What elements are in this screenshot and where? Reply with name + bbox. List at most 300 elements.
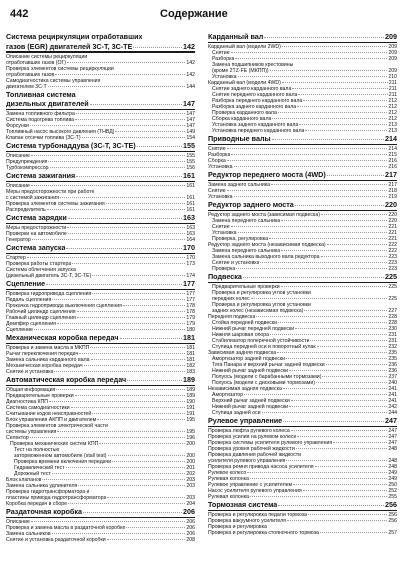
toc-entry-page: 155 (186, 153, 195, 159)
toc-leader-dots (326, 364, 388, 365)
toc-entry-page: 249 (388, 470, 397, 476)
toc-entry-page: 196 (186, 435, 195, 441)
toc-leader-dots (92, 293, 185, 294)
toc-entry-page: 248 (388, 464, 397, 470)
toc-leader-dots (47, 209, 186, 210)
toc-entry-title: Редуктор переднего моста (4WD) (208, 171, 326, 179)
toc-leader-dots (50, 167, 186, 168)
toc-entry-page: 247 (388, 440, 397, 446)
toc-leader-dots (333, 442, 387, 443)
toc-leader-dots (277, 352, 387, 353)
toc-leader-dots (30, 125, 185, 126)
toc-leader-dots (99, 443, 185, 444)
toc-entry-title: Прокачка гидропривода выключения сцепления (6, 303, 122, 309)
toc-entry-title: Диагностика КПП (6, 399, 48, 405)
toc-entry-title: Установка заднего карданного вала (212, 122, 299, 128)
toc-entry-title: Насос усилителя рулевого управления (208, 488, 302, 494)
toc-entry-page: 209 (388, 56, 397, 62)
toc-leader-dots (250, 496, 387, 497)
toc-entry (208, 410, 397, 416)
toc-entry-title: Проверка вакуумного усилителя (208, 518, 286, 524)
toc-leader-dots (52, 299, 185, 300)
toc-entry-page: 214 (388, 146, 397, 152)
toc-entry-title: Установка (212, 74, 237, 80)
toc-entry-page: 230 (388, 326, 397, 332)
toc-entry-title: Снятие (212, 50, 230, 56)
toc-leader-dots (236, 268, 387, 269)
toc-leader-dots (57, 323, 185, 324)
toc-leader-dots (281, 250, 387, 251)
toc-entry-title: Проверка ремня привода насоса усилителя (208, 464, 314, 470)
toc-entry-title: Описание (6, 153, 30, 159)
toc-entry-title: Нижний рычаг передней подвески (212, 326, 295, 332)
toc-section-heading (6, 508, 195, 517)
section-underline (6, 343, 195, 345)
toc-leader-dots (46, 284, 182, 285)
toc-entry-title: Проверка и регулировка углов установки (212, 290, 311, 296)
toc-entry-page: 241 (388, 386, 397, 392)
toc-leader-dots (227, 148, 388, 149)
toc-leader-dots (235, 58, 387, 59)
toc-entry-page: 241 (388, 398, 397, 404)
toc-entry-page: 244 (388, 410, 397, 416)
section-underline (6, 385, 195, 387)
toc-entry-page: 179 (186, 321, 195, 327)
toc-leader-dots (91, 359, 186, 360)
toc-entry-page: 214 (385, 134, 397, 143)
toc-entry-page: 236 (388, 362, 397, 368)
toc-entry-page: 212 (388, 116, 397, 122)
toc-entry-page: 147 (186, 117, 195, 123)
toc-entry-title: Нижняя шаровая опора (212, 332, 270, 338)
toc-leader-dots (297, 436, 387, 437)
toc-entry-title: Главный цилиндр сцепления (6, 315, 76, 321)
toc-entry-page: 206 (183, 507, 195, 516)
section-underline (208, 510, 397, 512)
toc-leader-dots (278, 322, 387, 323)
toc-entry-page: 142 (186, 59, 195, 66)
toc-leader-dots (295, 328, 387, 329)
toc-entry-title: задних колес (независимая подвеска) (212, 308, 304, 314)
toc-entry-title: Проверка времени включения передачи (14, 459, 112, 465)
toc-leader-dots (30, 437, 186, 438)
toc-entry-title: Сцепление (6, 280, 46, 288)
toc-entry-title: Проверка элементов системы рециркуляции (6, 65, 114, 72)
toc-entry-title: Система подогрева топлива (6, 117, 75, 123)
toc-entry-page: 142 (186, 71, 195, 78)
toc-entry-title: Снятие (208, 188, 226, 194)
toc-entry-title: системы управления (6, 429, 57, 435)
toc-entry-title: Рулевая колонка (208, 494, 249, 500)
toc-entry-title: Проверка давления рабочей жидкости (208, 452, 302, 458)
toc-entry-title: Снятие (212, 224, 230, 230)
toc-entry-page: 203 (186, 495, 195, 501)
section-underline (6, 289, 195, 291)
toc-entry (208, 266, 397, 272)
toc-entry-page: 161 (186, 183, 195, 189)
toc-entry-title: Рулевое управление (208, 417, 283, 425)
toc-entry-page: 223 (388, 260, 397, 266)
toc-leader-dots (270, 334, 387, 335)
toc-entry-title: Полуось (модели с барабанными тормозами) (212, 374, 322, 380)
toc-leader-dots (260, 262, 387, 263)
toc-entry-page: 144 (186, 83, 195, 90)
toc-entry-title: Зависимая задняя подвеска (208, 350, 277, 356)
toc-entry-page: 181 (186, 357, 195, 363)
toc-entry-page: 206 (186, 531, 195, 537)
toc-entry-page: 256 (388, 512, 397, 518)
toc-leader-dots (292, 88, 387, 89)
toc-entry-title: Система самодиагностики (6, 405, 70, 411)
toc-leader-dots (272, 139, 384, 140)
toc-leader-dots (316, 382, 387, 383)
toc-leader-dots (92, 275, 185, 276)
toc-entry-title: Рычаг переключения передач (6, 351, 79, 357)
toc-entry-title: Проверка системы усилителя рулевого управления (208, 440, 333, 446)
toc-entry-title: Ступица задней оси (212, 410, 261, 416)
toc-section-heading (6, 43, 195, 52)
toc-entry-title: Сцепление (6, 327, 33, 333)
toc-entry-title: Стабилизатор поперечной устойчивости (212, 338, 310, 344)
toc-entry-page: 212 (388, 110, 397, 116)
toc-leader-dots (271, 184, 387, 185)
toc-leader-dots (298, 94, 387, 95)
toc-leader-dots (322, 376, 387, 377)
toc-entry-page: 181 (183, 333, 195, 342)
toc-entry (6, 207, 195, 213)
toc-entry-title: Коробка передач в сборе (6, 501, 68, 507)
toc-leader-dots (52, 533, 186, 534)
toc-leader-dots (321, 214, 387, 215)
toc-leader-dots (238, 76, 388, 77)
toc-entry-page: 223 (388, 266, 397, 272)
toc-entry-title: Система запуска (6, 244, 66, 252)
toc-entry-page: 174 (186, 273, 195, 279)
toc-entry-page: 237 (388, 374, 397, 380)
toc-entry-page: 223 (388, 254, 397, 260)
toc-entry-page: 240 (388, 380, 397, 386)
toc-entry-title: Проверка и регулировка (208, 524, 267, 530)
toc-entry-title: Установка (208, 194, 233, 200)
toc-leader-dots (32, 239, 186, 240)
toc-entry-page: 231 (388, 338, 397, 344)
toc-leader-dots (315, 466, 388, 467)
toc-entry-page: 163 (183, 213, 195, 222)
toc-entry-title: Тяга Панара и верхний рычаг задней подвески (212, 362, 325, 368)
toc-entry-title: Амортизатор (212, 392, 244, 398)
toc-entry-title: Тест на полностью (14, 447, 60, 453)
toc-entry (208, 194, 397, 200)
toc-leader-dots (60, 197, 185, 198)
toc-entry-title: Турбокомпрессор (6, 165, 49, 171)
toc-leader-dots (137, 146, 182, 147)
toc-entry (208, 494, 397, 500)
toc-entry-page: 221 (388, 230, 397, 236)
toc-leader-dots (48, 161, 185, 162)
toc-leader-dots (304, 310, 387, 311)
toc-leader-dots (295, 205, 384, 206)
toc-entry-title: Педаль сцепления (6, 297, 52, 303)
toc-entry-title: Считывание кодов неисправностей (6, 411, 92, 417)
toc-section-heading (6, 244, 195, 253)
toc-leader-dots (31, 521, 185, 522)
toc-entry-page: 203 (186, 483, 195, 489)
section-underline (6, 517, 195, 519)
section-underline (6, 253, 195, 255)
toc-entry (6, 135, 195, 141)
toc-entry-title: Автоматическая коробка передач (6, 376, 127, 384)
toc-entry-page: 209 (388, 50, 397, 56)
toc-leader-dots (282, 82, 388, 83)
toc-entry-page: 155 (186, 159, 195, 165)
toc-entry-title: Снятие и установка (6, 369, 54, 375)
toc-entry-page: 231 (388, 332, 397, 338)
toc-entry-page: 190 (186, 399, 195, 405)
toc-entry-title: Проверка элементов электрической части (6, 423, 108, 429)
toc-section-heading (208, 201, 397, 210)
toc-section-heading (6, 33, 195, 42)
toc-entry-page: 232 (388, 344, 397, 350)
toc-leader-dots (299, 124, 387, 125)
section-underline (208, 282, 397, 284)
toc-leader-dots (283, 388, 387, 389)
toc-entry-page: 142 (183, 41, 195, 51)
toc-entry-page: 161 (183, 171, 195, 180)
toc-leader-dots (34, 329, 185, 330)
section-underline (208, 210, 397, 212)
toc-entry-page: 161 (186, 195, 195, 201)
toc-entry-title: Проверки на автомобиле (6, 231, 67, 237)
toc-entry-page: 170 (186, 255, 195, 261)
toc-entry-page: 180 (186, 327, 195, 333)
toc-entry-page: 227 (388, 308, 397, 314)
toc-entry-page: 195 (186, 417, 195, 423)
toc-entry-title: Раздаточная коробка (6, 508, 82, 516)
toc-leader-dots (231, 154, 387, 155)
toc-leader-dots (67, 62, 185, 63)
toc-entry-page: 210 (388, 74, 397, 80)
toc-entry-page: 173 (186, 261, 195, 267)
toc-entry-title: Полуось (модели с дисковыми тормозами) (212, 380, 315, 386)
toc-entry-page: 178 (186, 309, 195, 315)
section-underline (208, 144, 397, 146)
toc-leader-dots (126, 527, 185, 528)
toc-leader-dots (310, 340, 387, 341)
toc-entry-page: 209 (388, 44, 397, 50)
toc-entry-title: Самодиагностика системы управления (6, 77, 101, 84)
toc-entry-title: Проверка и замена масла в МКПП (6, 345, 90, 351)
toc-entry-title: Механическая коробка передач (6, 334, 119, 342)
toc-leader-dots (49, 401, 185, 402)
toc-leader-dots (107, 497, 185, 498)
toc-leader-dots (238, 232, 388, 233)
toc-entry-page: 220 (388, 212, 397, 218)
toc-leader-dots (52, 473, 186, 474)
toc-section-heading (208, 501, 397, 510)
toc-leader-dots (76, 176, 182, 177)
toc-entry-page: 201 (186, 465, 195, 471)
toc-leader-dots (281, 220, 387, 221)
toc-entry-title: Замена сальника выходного вала редуктора (212, 254, 320, 260)
toc-leader-dots (66, 248, 182, 249)
toc-entry-page: 164 (186, 237, 195, 243)
toc-entry-title: Проверка усилия на рулевом колесе (208, 434, 297, 440)
toc-entry-page: 202 (186, 471, 195, 477)
toc-entry-page: 179 (186, 315, 195, 321)
toc-section-heading (6, 91, 195, 100)
toc-entry-title: Меры предосторожности (6, 225, 67, 231)
section-underline (6, 223, 195, 225)
toc-leader-dots (283, 421, 384, 422)
toc-entry-title: Меры предосторожности при работе (6, 189, 95, 195)
toc-entry-title: Рулевое колесо (208, 470, 247, 476)
toc-entry-title: Сборка (208, 158, 226, 164)
toc-leader-dots (286, 460, 387, 461)
toc-leader-dots (269, 238, 387, 239)
toc-leader-dots (231, 52, 388, 53)
toc-leader-dots (227, 190, 388, 191)
toc-entry-title: заторможенном автомобиле (stall test) (14, 453, 107, 459)
toc-entry-title: Нижний рычаг задней подвески (212, 404, 289, 410)
toc-entry-title: Замена сальника удлинителя (6, 483, 78, 489)
toc-leader-dots (281, 286, 388, 287)
toc-leader-dots (234, 166, 388, 167)
toc-entry-title: Снятие (208, 146, 226, 152)
toc-leader-dots (92, 413, 185, 414)
toc-leader-dots (106, 203, 186, 204)
toc-leader-dots (83, 512, 182, 513)
toc-entry-page: 161 (186, 207, 195, 213)
toc-entry-title: Замена сальника карданного вала (6, 357, 90, 363)
toc-entry-title: Установка переднего карданного вала (212, 128, 305, 134)
toc-entry-title: Тормозная система (208, 501, 278, 509)
toc-entry-title: Карданный вал (модели 2WD) (208, 44, 281, 50)
toc-entry (208, 530, 397, 536)
page-header (10, 8, 396, 22)
toc-entry-page: 147 (183, 99, 195, 108)
toc-entry-page: 191 (186, 405, 195, 411)
toc-entry-page: 225 (385, 272, 397, 281)
toc-leader-dots (31, 155, 185, 156)
toc-entry-page: 235 (388, 356, 397, 362)
toc-leader-dots (133, 47, 182, 48)
toc-entry-page: 250 (388, 482, 397, 488)
toc-leader-dots (282, 46, 387, 47)
toc-leader-dots (123, 305, 185, 306)
toc-leader-dots (256, 316, 387, 317)
toc-leader-dots (287, 520, 387, 521)
toc-entry-page: 255 (388, 494, 397, 500)
toc-entry-page: 219 (388, 194, 397, 200)
toc-entry-title: с системой зажигания (6, 195, 59, 201)
section-underline (208, 426, 397, 428)
toc-leader-dots (262, 412, 388, 413)
toc-entry-page: 222 (388, 248, 397, 254)
toc-entry-page: 217 (385, 170, 397, 179)
toc-leader-dots (97, 419, 185, 420)
toc-entry (6, 369, 195, 375)
toc-entry-title: Топливная система (6, 90, 76, 99)
toc-leader-dots (108, 455, 186, 456)
toc-entry-page: 257 (388, 530, 397, 536)
toc-entry-title: Проверка карданного вала (212, 110, 277, 116)
toc-entry-title: Рулевое управление с усилителем (208, 482, 293, 488)
toc-entry-title: Система зарядки (6, 214, 67, 222)
toc-leader-dots (247, 472, 387, 473)
toc-entry-page: 247 (385, 416, 397, 425)
toc-leader-dots (286, 358, 387, 359)
toc-entry-page: 213 (388, 128, 397, 134)
toc-entry-title: Карданный вал (модели 4WD) (208, 80, 281, 86)
toc-leader-dots (250, 478, 387, 479)
toc-entry-page: 183 (186, 369, 195, 375)
toc-leader-dots (270, 70, 388, 71)
toc-entry-title: Предварительные проверки (6, 393, 74, 399)
toc-entry-title: Карданный вал (208, 33, 264, 41)
toc-entry-title: Проверка механических систем КПП (10, 441, 99, 447)
toc-entry-title: дизельных двигателей (6, 100, 89, 108)
toc-entry-title: Проверка и замена масла в раздаточной коробке (6, 525, 126, 531)
toc-entry-page: 189 (186, 393, 195, 399)
toc-leader-dots (107, 539, 186, 540)
toc-entry-page: 236 (388, 368, 397, 374)
toc-entry-title: Проверка гидротрансформатора и (6, 489, 90, 495)
toc-entry-page: 228 (388, 320, 397, 326)
toc-entry-title: Селектор (6, 435, 29, 441)
section-underline (6, 151, 195, 153)
toc-entry-page: 216 (388, 158, 397, 164)
toc-entry-title: Проверка элементов системы зажигания (6, 201, 105, 207)
toc-entry-page: 189 (186, 387, 195, 393)
toc-leader-dots (90, 104, 182, 105)
toc-entry-title: Замена заднего сальника (208, 182, 271, 188)
toc-leader-dots (66, 467, 186, 468)
section-underline (6, 181, 195, 183)
toc-leader-dots (278, 112, 388, 113)
toc-leader-dots (293, 484, 387, 485)
toc-entry-title: Нижний рычаг задней подвески (212, 368, 289, 374)
toc-entry-title: Редуктор заднего моста (208, 201, 294, 209)
toc-entry-title: Предварительные проверки (212, 284, 280, 290)
toc-entry-page: 177 (183, 279, 195, 288)
toc-entry-page: 221 (388, 236, 397, 242)
toc-entry-title: Верхний рычаг задней подвески (212, 398, 290, 404)
toc-entry-title: Описание системы рециркуляции (6, 53, 88, 60)
toc-entry-page: 203 (186, 477, 195, 483)
toc-entry-title: Разборка (212, 56, 235, 62)
toc-entry-title: Проверка, регулировка (212, 236, 268, 242)
toc-leader-dots (54, 371, 185, 372)
toc-entry-page: 225 (388, 296, 397, 302)
toc-entry-page: 191 (186, 411, 195, 417)
toc-entry-page: 215 (388, 152, 397, 158)
toc-leader-dots (251, 298, 388, 299)
toc-leader-dots (77, 317, 186, 318)
toc-leader-dots (90, 347, 185, 348)
toc-entry-title: Блок управления АКПП и двигателем (6, 417, 97, 423)
toc-leader-dots (48, 86, 186, 87)
toc-entry-title: Разборка заднего карданного вала (212, 104, 297, 110)
toc-entry-title: Независимая задняя подвеска (208, 386, 282, 392)
toc-entry (208, 128, 397, 134)
toc-entry-title: Редуктор заднего моста (независимая подвеска) (208, 242, 326, 248)
toc-entry-page: 161 (186, 201, 195, 207)
toc-entry-title: Проверка люфта рулевого колеса (208, 428, 290, 434)
toc-leader-dots (72, 263, 185, 264)
toc-entry (6, 537, 195, 543)
toc-entry-page: 247 (388, 428, 397, 434)
toc-entry (6, 165, 195, 171)
